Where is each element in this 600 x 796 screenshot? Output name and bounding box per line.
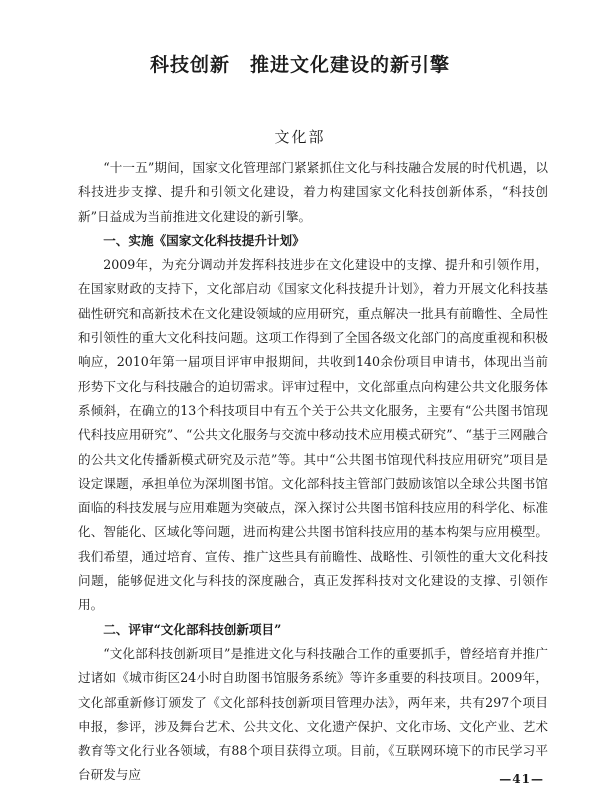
section-heading-1: 一、实施《国家文化科技提升计划》 <box>103 232 305 248</box>
page-number: —41— <box>499 772 544 786</box>
section-1-paragraph: 2009年，为充分调动并发挥科技进步在文化建设中的支撑、提升和引领作用，在国家财政的支持下，文化部启动《国家文化科技提升计划》，着力开展文化科技基础性研究和高新技术在文化建设领域的应用研究，重点解决一批具有前瞻性、全局性和引领性的重大文化科技问题。这项工作得到了全国各级文化部门的高度重视和积极响应，2010年第一届项目评审申报期间，共收到140余份项目申请书，体现出当前形势下文化与科技融合的迫切需求。评审过程中，文化部重点向构建公共文化服务体系倾斜，在确立的13个科技项目中有五个关于公共文化服务，主要有“公共图书馆现代科技应用研究”、“公共文化服务与交流中移动技术应用模式研究”、“基于三网融合的公共文化传播新模式研究及示范”等。其中“公共图书馆现代科技应用研究”项目是设定课题，承担单位为深圳图书馆。文化部科技主管部门鼓励该馆以全球公共图书馆面临的科技发展与应用难题为突破点，深入探讨公共图书馆科技应用的科学化、标准化、智能化、区域化等问题，进而构建公共图书馆科技应用的基本构架与应用模型。我们希望，通过培育、宣传、推广这些具有前瞻性、战略性、引领性的重大文化科技问题，能够促进文化与科技的深度融合，真正发挥科技对文化建设的支撑、引领作用。 <box>78 257 548 613</box>
intro-paragraph: “十一五”期间，国家文化管理部门紧紧抓住文化与科技融合发展的时代机遇，以科技进步支撑、提升和引领文化建设，着力构建国家文化科技创新体系，“科技创新”日益成为当前推进文化建设的新引擎。 <box>78 160 548 224</box>
page-title: 科技创新 推进文化建设的新引擎 <box>149 54 450 76</box>
author-line: 文化部 <box>274 128 326 146</box>
article-body <box>78 156 548 788</box>
section-2-paragraph: “文化部科技创新项目”是推进文化与科技融合工作的重要抓手，曾经培育并推广过诸如《城市街区24小时自助图书馆服务系统》等许多重要的科技项目。2009年，文化部重新修订颁发了《文化部科技创新项目管理办法》，两年来，共有297个项目申报，参评，涉及舞台艺术、公共文化、文化遗产保护、文化市场、文化产业、艺术教育等文化行业各领域，有88个项目获得立项。目前，《互联网环境下的市民学习平台研发与应 <box>78 645 548 783</box>
section-heading-2: 二、评审“文化部科技创新项目” <box>103 621 282 637</box>
